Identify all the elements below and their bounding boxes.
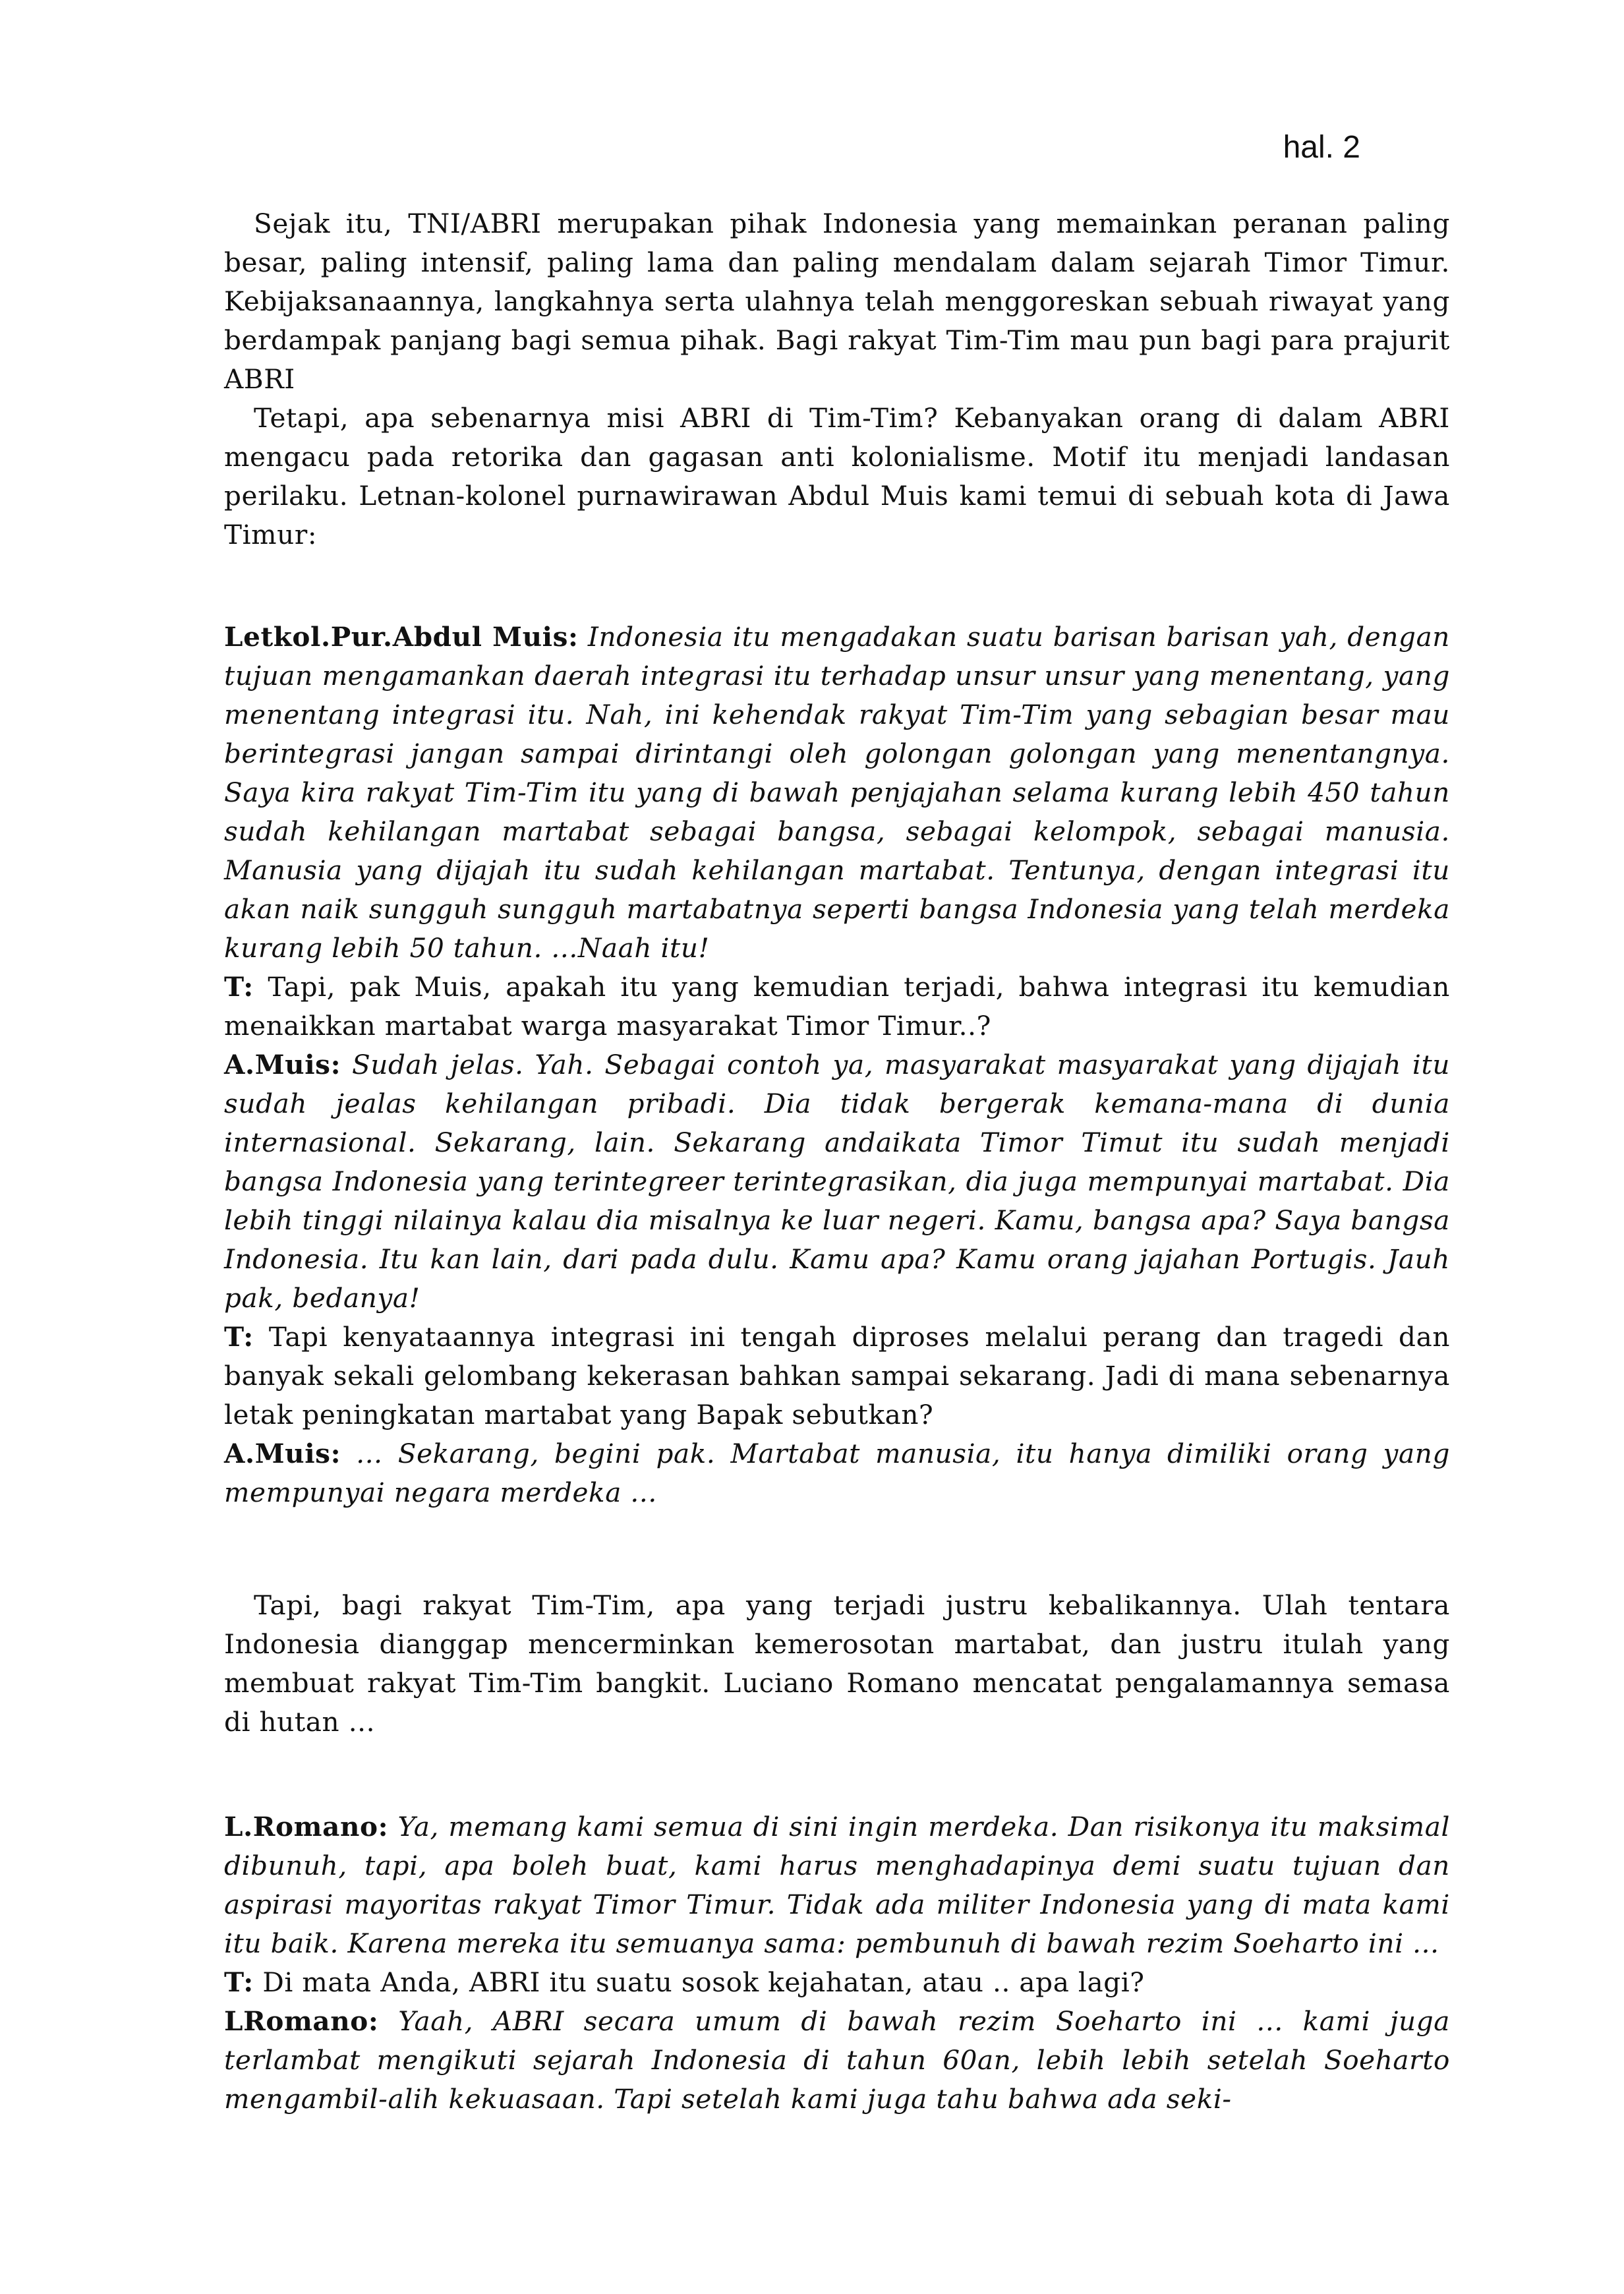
interview-section-2 bbox=[224, 1808, 1450, 2119]
transcript-text: Sudah jelas. Yah. Sebagai contoh ya, masyarakat masyarakat yang dijajah itu sudah jealas kehilangan pribadi. Dia tidak bergerak kemana-mana di dunia internasional. Sekarang, lain. Sekarang andaikata Timor Timut itu sudah menjadi bangsa Indonesia yang terintegreer terintegrasikan, dia juga mempunyai martabat. Dia lebih tinggi nilainya kalau dia misalnya ke luar negeri. Kamu, bangsa apa? Saya bangsa Indonesia. Itu kan lain, dari pada dulu. Kamu apa? Kamu orang jajahan Portugis. Jauh pak, bedanya! bbox=[224, 1049, 1450, 1314]
transcript-text: Ya, memang kami semua di sini ingin merdeka. Dan risikonya itu maksimal dibunuh, tapi, apa boleh buat, kami harus menghadapinya demi suatu tujuan dan aspirasi mayoritas rakyat Timor Timur. Tidak ada militer Indonesia yang di mata kami itu baik. Karena mereka itu semuanya sama: pembunuh di bawah rezim Soeharto ini ... bbox=[224, 1811, 1450, 1959]
transcript-text: Yaah, ABRI secara umum di bawah rezim Soeharto ini ... kami juga terlambat mengikuti sejarah Indonesia di tahun 60an, lebih lebih setelah Soeharto mengambil-alih kekuasaan. Tapi setelah kami juga tahu bahwa ada seki- bbox=[224, 2005, 1450, 2115]
speaker-label: A.Muis: bbox=[224, 1438, 341, 1469]
transcript-line bbox=[224, 618, 1450, 968]
transcript-line bbox=[224, 1434, 1450, 1512]
interview-section-1 bbox=[224, 618, 1450, 1512]
transcript-line bbox=[224, 1808, 1450, 1963]
speaker-label: LRomano: bbox=[224, 2005, 379, 2037]
transcript-text: Tapi, pak Muis, apakah itu yang kemudian terjadi, bahwa integrasi itu kemudian menaikkan martabat warga masyarakat Timor Timur..? bbox=[224, 971, 1450, 1042]
speaker-label: A.Muis: bbox=[224, 1049, 341, 1080]
transcript-text: ... Sekarang, begini pak. Martabat manusia, itu hanya dimiliki orang yang mempunyai negara merdeka ... bbox=[224, 1438, 1450, 1508]
page-number: hal. 2 bbox=[1283, 130, 1360, 165]
intro-paragraph-2: Tetapi, apa sebenarnya misi ABRI di Tim-Tim? Kebanyakan orang di dalam ABRI mengacu pada retorika dan gagasan anti kolonialisme. Motif itu menjadi landasan perilaku. Letnan-kolonel purnawirawan Abdul Muis kami temui di sebuah kota di Jawa Timur: bbox=[224, 402, 1450, 550]
transcript-line bbox=[224, 1963, 1450, 2002]
speaker-label: L.Romano: bbox=[224, 1811, 389, 1842]
speaker-label: T: bbox=[224, 971, 254, 1003]
transcript-line bbox=[224, 1045, 1450, 1318]
middle-paragraph: Tapi, bagi rakyat Tim-Tim, apa yang terjadi justru kebalikannya. Ulah tentara Indonesia dianggap mencerminkan kemerosotan martabat, dan justru itulah yang membuat rakyat Tim-Tim bangkit. Luciano Romano mencatat pengalamannya semasa di hutan ... bbox=[224, 1589, 1450, 1738]
transcript-text: Di mata Anda, ABRI itu suatu sosok kejahatan, atau .. apa lagi? bbox=[253, 1966, 1145, 1998]
transcript-line bbox=[224, 1318, 1450, 1434]
transcript-line bbox=[224, 2002, 1450, 2119]
transcript-line bbox=[224, 968, 1450, 1045]
speaker-label: T: bbox=[224, 1321, 254, 1353]
intro-paragraph-1: Sejak itu, TNI/ABRI merupakan pihak Indonesia yang memainkan peranan paling besar, paling intensif, paling lama dan paling mendalam dalam sejarah Timor Timur. Kebijaksanaannya, langkahnya serta ulahnya telah menggoreskan sebuah riwayat yang berdampak panjang bagi semua pihak. Bagi rakyat Tim-Tim mau pun bagi para prajurit ABRI bbox=[224, 208, 1450, 395]
document-body bbox=[224, 204, 1450, 2119]
transcript-text: Indonesia itu mengadakan suatu barisan barisan yah, dengan tujuan mengamankan daerah integrasi itu terhadap unsur unsur yang menentang, yang menentang integrasi itu. Nah, ini kehendak rakyat Tim-Tim yang sebagian besar mau berintegrasi jangan sampai dirintangi oleh golongan golongan yang menentangnya. Saya kira rakyat Tim-Tim itu yang di bawah penjajahan selama kurang lebih 450 tahun sudah kehilangan martabat sebagai bangsa, sebagai kelompok, sebagai manusia. Manusia yang dijajah itu sudah kehilangan martabat. Tentunya, dengan integrasi itu akan naik sungguh sungguh martabatnya seperti bangsa Indonesia yang telah merdeka kurang lebih 50 tahun. ...Naah itu! bbox=[224, 621, 1450, 964]
transcript-text: Tapi kenyataannya integrasi ini tengah diproses melalui perang dan tragedi dan banyak sekali gelombang kekerasan bahkan sampai sekarang. Jadi di mana sebenarnya letak peningkatan martabat yang Bapak sebutkan? bbox=[224, 1321, 1450, 1430]
speaker-label: T: bbox=[224, 1966, 254, 1998]
speaker-label: Letkol.Pur.Abdul Muis: bbox=[224, 621, 579, 653]
